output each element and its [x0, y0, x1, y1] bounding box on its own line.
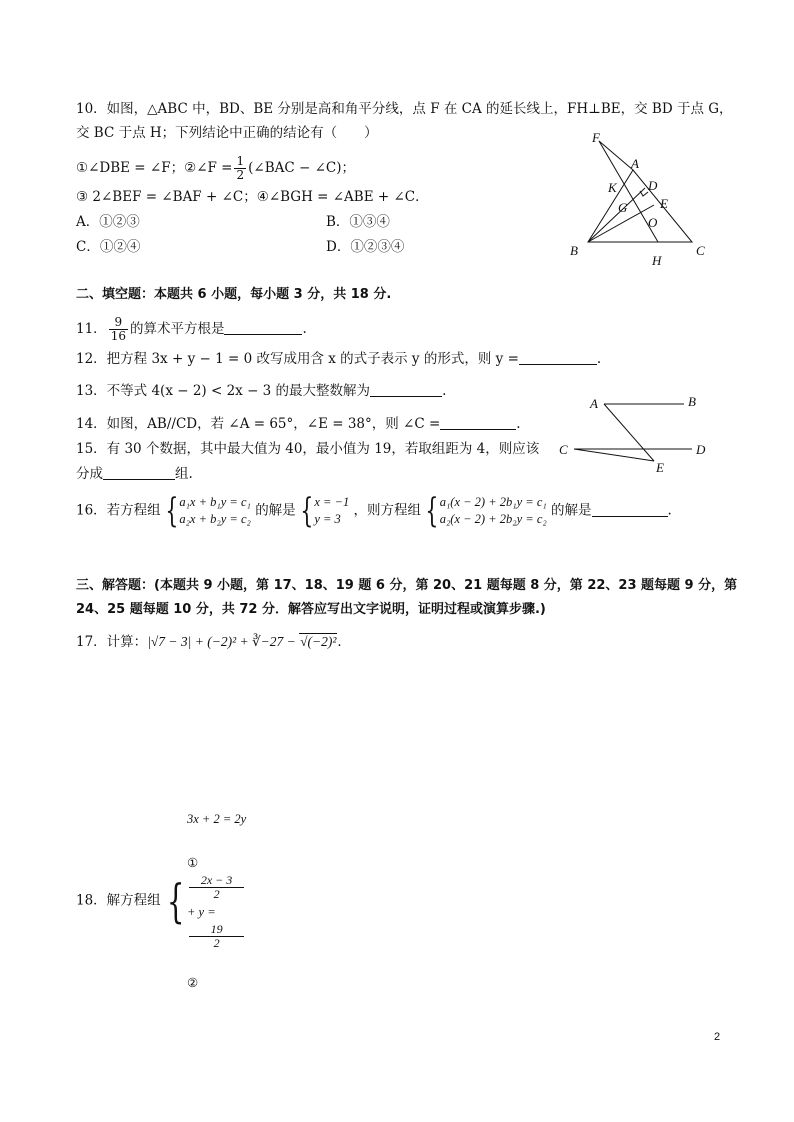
q17-prefix: 17．计算：	[76, 634, 148, 650]
q10-c1-frac-den: 2	[236, 168, 245, 182]
q16-sol-line2: y = 3	[314, 512, 341, 526]
q18-eq2-rden: 2	[213, 936, 220, 950]
q10-option-a: A．①②③	[76, 214, 140, 230]
fig10-label-o: O	[648, 215, 658, 230]
q16-mid1: 的解是	[255, 502, 296, 519]
q16-prefix: 16．若方程组	[76, 502, 161, 519]
q18-brace: {	[166, 874, 185, 928]
q16-end: .	[667, 502, 672, 519]
q18-eq1: 3x + 2 = 2y	[186, 812, 247, 826]
q10-option-b: B．①③④	[326, 214, 390, 230]
q16-brace-2: {	[300, 491, 313, 531]
q17-end: ．	[337, 634, 351, 650]
q18-eq1-line	[187, 808, 246, 874]
q16-brace-3: {	[425, 491, 439, 531]
q18-system	[187, 808, 246, 994]
q11-end: .	[302, 321, 307, 337]
q18-eq2-lhs-fraction	[189, 874, 244, 901]
q16-brace-1: {	[165, 491, 178, 531]
fig14-segment-ae	[604, 404, 654, 461]
q12-answer-blank[interactable]	[519, 350, 597, 365]
q10-c1-part2: (∠BAC − ∠C)；	[248, 160, 356, 176]
q13-end: .	[442, 383, 447, 399]
fig14-label-d: D	[696, 442, 706, 457]
q17	[76, 633, 351, 651]
section3-title-line2: 24、25 题每题 10 分，共 72 分．解答应写出文字说明，证明过程或演算步骤.)	[76, 602, 546, 617]
q14	[76, 415, 521, 433]
q17-expression-a: |√7 − 3| + (−2)² + ∛−27 −	[147, 634, 300, 649]
fig10-label-f: F	[592, 130, 600, 145]
q11-frac-num: 9	[109, 316, 128, 330]
q10-triangle-figure	[560, 128, 720, 273]
q13	[76, 382, 446, 400]
section2-title: 二、填空题：本题共 6 小题，每小题 3 分，共 18 分.	[76, 287, 392, 302]
section3-title-line1: 三、解答题：(本题共 9 小题，第 17、18、19 题 6 分，第 20、21 题每题 8 分，第 22、23 题每题 9 分，第	[76, 578, 738, 593]
q10-c1-part1: ①∠DBE = ∠F；②∠F =	[76, 160, 233, 176]
q11-fraction	[109, 316, 128, 343]
q11-text: 的算术平方根是	[129, 321, 225, 337]
q17-expression-b: √(−2)²	[300, 634, 337, 649]
q14-answer-blank[interactable]	[440, 415, 516, 430]
q12	[76, 350, 601, 368]
q14-parallel-lines-figure	[552, 392, 722, 478]
q14-end: .	[516, 416, 521, 432]
fig10-label-d: D	[648, 178, 658, 193]
q10-conclusions-line2: ③ 2∠BEF = ∠BAF + ∠C；④∠BGH = ∠ABE + ∠C．	[76, 189, 429, 205]
fig10-label-b: B	[570, 243, 578, 258]
fig10-label-a: A	[631, 156, 639, 171]
q18-mark1: ①	[186, 856, 199, 870]
q10-c1-fraction	[234, 155, 246, 182]
fig14-label-a: A	[590, 396, 598, 411]
q18-mark2: ②	[186, 976, 199, 990]
fig10-triangle-abc	[588, 170, 692, 242]
q18-eq2-den: 2	[213, 887, 220, 901]
q10-c1-frac-num: 1	[236, 154, 245, 168]
q16-system-1	[179, 494, 251, 528]
q18	[76, 808, 246, 994]
fig14-segment-ce	[574, 449, 654, 461]
q16	[76, 491, 672, 531]
q18-eq2-line	[187, 874, 246, 994]
q16-sys1-line2: a₂x + b₂y = c₂	[179, 512, 251, 526]
q16-answer-blank[interactable]	[592, 502, 668, 517]
q16-sys1-line1: a₁x + b₁y = c₁	[179, 495, 251, 509]
q11-frac-den: 16	[110, 329, 126, 343]
q16-system-2	[440, 494, 547, 528]
fig14-label-e: E	[656, 460, 664, 475]
q12-end: .	[596, 351, 602, 367]
q16-mid2: ，则方程组	[353, 502, 422, 519]
q11-answer-blank[interactable]	[224, 320, 302, 335]
fig10-label-g: G	[618, 200, 628, 215]
q18-prefix: 18．解方程组	[76, 892, 161, 909]
fig14-label-c: C	[559, 442, 568, 457]
q10-option-c: C．①②④	[76, 239, 141, 255]
q10-stem-line1: 10．如图，△ABC 中，BD、BE 分别是高和角平分线，点 F 在 CA 的延长线上，FH⊥BE，交 BD 于点 G，	[76, 101, 733, 117]
q15-text-2a: 分成	[76, 466, 103, 482]
q18-eq2-rhs-fraction	[189, 923, 244, 950]
q18-eq2-num: 2x − 3	[189, 874, 244, 888]
fig10-label-k: K	[608, 180, 617, 195]
fig10-label-h: H	[652, 253, 662, 268]
fig14-label-b: B	[688, 394, 696, 409]
q16-sys2-line1: a₁(x − 2) + 2b₁y = c₁	[439, 495, 547, 509]
q15-line1: 15．有 30 个数据，其中最大值为 40，最小值为 19，若取组距为 4，则应该	[76, 441, 540, 457]
q11-number: 11．	[76, 321, 107, 337]
q14-text: 14．如图，AB//CD，若 ∠A = 65°，∠E = 38°，则 ∠C =	[76, 416, 441, 432]
fig10-label-e: E	[660, 196, 668, 211]
q16-sys2-line2: a₂(x − 2) + 2b₂y = c₂	[439, 512, 547, 526]
q15-text-2b: 组.	[175, 466, 193, 482]
q11	[76, 316, 307, 343]
q10-stem-line2: 交 BC 于点 H；下列结论中正确的结论有（ ）	[76, 125, 378, 141]
q16-sol-line1: x = −1	[314, 495, 350, 509]
q18-eq2-rnum: 19	[189, 923, 244, 937]
q10-conclusions-line1	[76, 155, 355, 182]
q16-suffix: 的解是	[551, 502, 592, 519]
page-number: 2	[714, 1031, 721, 1043]
fig10-label-c: C	[696, 243, 705, 258]
q13-text: 13．不等式 4(x − 2) < 2x − 3 的最大整数解为	[76, 383, 371, 399]
q16-solution	[314, 494, 349, 528]
fig10-segment-fa	[599, 141, 633, 170]
q13-answer-blank[interactable]	[370, 382, 442, 397]
q10-option-d: D．①②③④	[326, 239, 405, 255]
q12-text: 12．把方程 3x + y − 1 = 0 改写成用含 x 的式子表示 y 的形式，则 y =	[76, 351, 519, 367]
q15-answer-blank[interactable]	[103, 465, 175, 480]
q18-eq2-mid: + y =	[186, 905, 216, 919]
q15-line2	[76, 465, 193, 483]
